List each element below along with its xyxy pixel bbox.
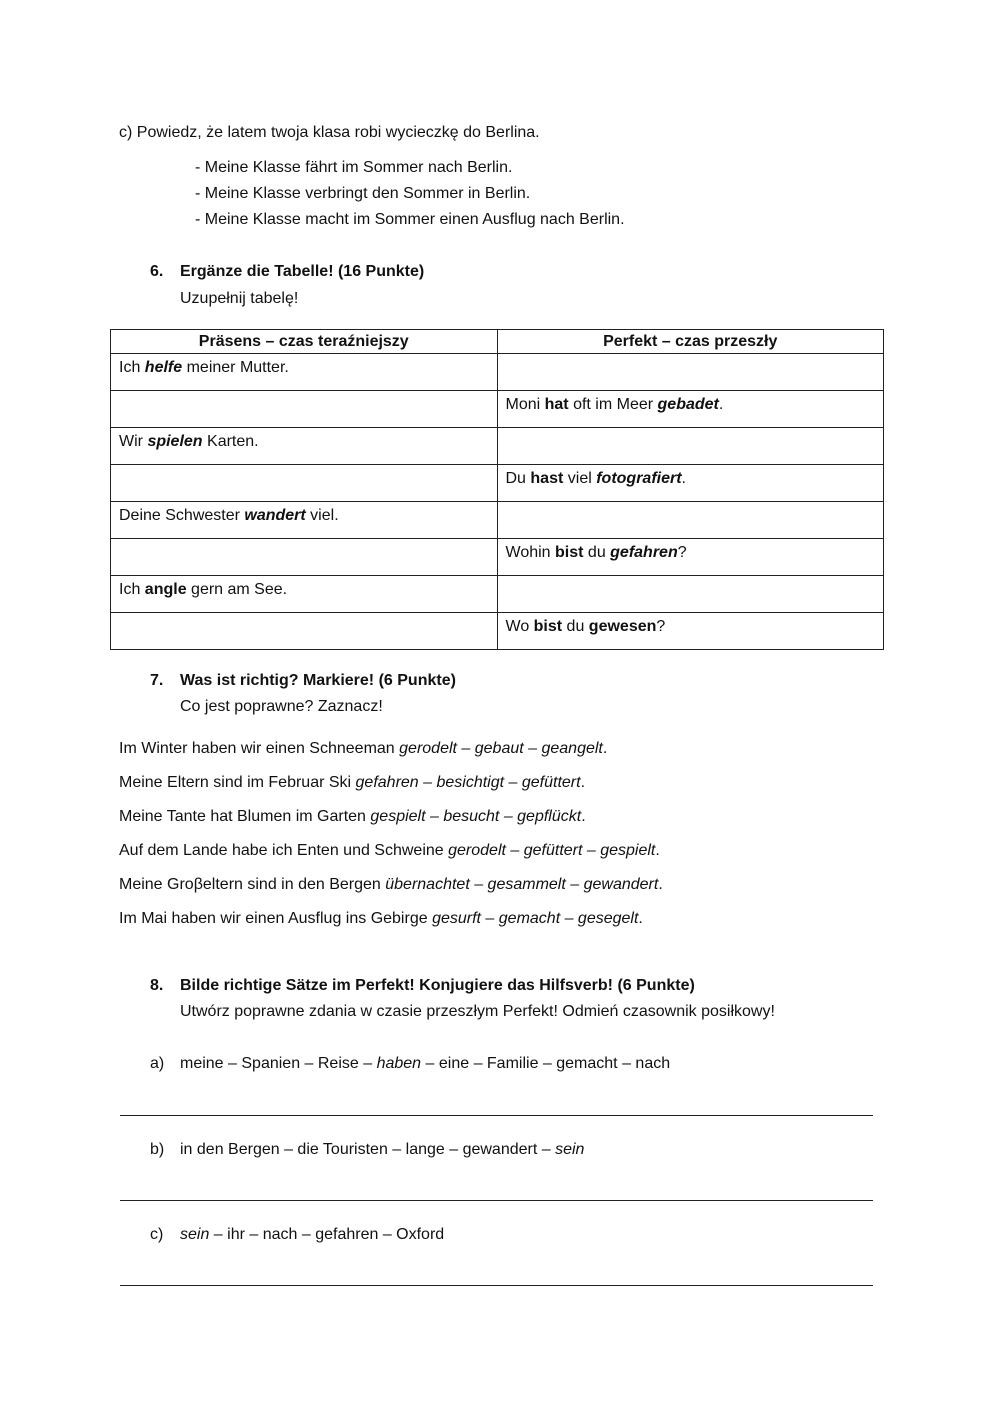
- perfekt-answer-cell[interactable]: [497, 354, 884, 391]
- verb-form: spielen: [147, 433, 203, 450]
- sentence-line: Meine Eltern sind im Februar Ski gefahren – besichtigt – gefüttert.: [119, 774, 586, 791]
- participle: fotografiert: [596, 470, 682, 487]
- table-row: [111, 613, 884, 650]
- task5c-option-1[interactable]: - Meine Klasse fährt im Sommer nach Berlin.: [195, 159, 513, 176]
- aux-verb: hat: [544, 396, 569, 413]
- task6-number: 6.: [150, 263, 164, 280]
- perfekt-cell: Du hast viel fotografiert.: [497, 465, 884, 502]
- item-label: c): [150, 1226, 164, 1243]
- perfekt-cell: Moni hat oft im Meer gebadet.: [497, 391, 884, 428]
- answer-choices[interactable]: gerodelt – gebaut – geangelt: [399, 740, 603, 757]
- answer-line-b[interactable]: [120, 1200, 873, 1201]
- answer-choices[interactable]: gerodelt – gefüttert – gespielt: [448, 842, 656, 859]
- task8-title: Bilde richtige Sätze im Perfekt! Konjugiere das Hilfsverb! (6 Punkte): [180, 977, 695, 994]
- table-row: [111, 576, 884, 613]
- table-row: [111, 539, 884, 576]
- item-label: a): [150, 1055, 165, 1072]
- task5c-prompt: c) Powiedz, że latem twoja klasa robi wycieczkę do Berlina.: [119, 124, 540, 141]
- praesens-answer-cell[interactable]: [111, 613, 498, 650]
- participle: gebadet: [657, 396, 719, 413]
- task7-heading: [150, 671, 456, 691]
- perfekt-cell: Wo bist du gewesen?: [497, 613, 884, 650]
- verb-form: helfe: [144, 359, 183, 376]
- aux-verb: bist: [533, 618, 563, 635]
- perfekt-answer-cell[interactable]: [497, 576, 884, 613]
- sentence-line: Meine Tante hat Blumen im Garten gespielt – besucht – gepflückt.: [119, 808, 586, 825]
- participle: gefahren: [610, 544, 678, 561]
- task8-number: 8.: [150, 977, 164, 994]
- task7-title: Was ist richtig? Markiere! (6 Punkte): [180, 672, 456, 689]
- praesens-cell: Ich helfe meiner Mutter.: [111, 354, 498, 391]
- praesens-answer-cell[interactable]: [111, 391, 498, 428]
- task5c-option-2[interactable]: - Meine Klasse verbringt den Sommer in Berlin.: [195, 185, 531, 202]
- participle: gewesen: [588, 618, 657, 635]
- table-row: [111, 391, 884, 428]
- conjugation-table: [110, 329, 884, 650]
- answer-choices[interactable]: gesurft – gemacht – gesegelt: [432, 910, 639, 927]
- task8-item-b: b) in den Bergen – die Touristen – lange – gewandert – sein: [150, 1141, 585, 1158]
- answer-choices[interactable]: gefahren – besichtigt – gefüttert: [355, 774, 581, 791]
- sentence-line: Meine Groβeltern sind in den Bergen übernachtet – gesammelt – gewandert.: [119, 876, 663, 893]
- table-row: [111, 465, 884, 502]
- task8-item-c: c) sein – ihr – nach – gefahren – Oxford: [150, 1226, 445, 1243]
- verb-form: wandert: [244, 507, 306, 524]
- perfekt-answer-cell[interactable]: [497, 502, 884, 539]
- praesens-cell: Wir spielen Karten.: [111, 428, 498, 465]
- task8-heading: [150, 976, 695, 996]
- verb-form: angle: [144, 581, 187, 598]
- task6-subtitle: Uzupełnij tabelę!: [180, 290, 299, 307]
- answer-line-c[interactable]: [120, 1285, 873, 1286]
- col-praesens-header: Präsens – czas teraźniejszy: [111, 330, 498, 354]
- table-row: [111, 354, 884, 391]
- task7-number: 7.: [150, 672, 164, 689]
- task8-subtitle: Utwórz poprawne zdania w czasie przeszłym Perfekt! Odmień czasownik posiłkowy!: [180, 1003, 775, 1020]
- answer-choices[interactable]: gespielt – besucht – gepflückt: [370, 808, 582, 825]
- table-row: [111, 428, 884, 465]
- praesens-cell: Deine Schwester wandert viel.: [111, 502, 498, 539]
- table-header-row: [111, 330, 884, 354]
- sentence-line: Im Mai haben wir einen Ausflug ins Gebirge gesurft – gemacht – gesegelt.: [119, 910, 643, 927]
- perfekt-answer-cell[interactable]: [497, 428, 884, 465]
- item-label: b): [150, 1141, 165, 1158]
- table-row: [111, 502, 884, 539]
- praesens-answer-cell[interactable]: [111, 465, 498, 502]
- praesens-answer-cell[interactable]: [111, 539, 498, 576]
- task8-item-a: a) meine – Spanien – Reise – haben – eine – Familie – gemacht – nach: [150, 1055, 671, 1072]
- task5c-option-3[interactable]: - Meine Klasse macht im Sommer einen Ausflug nach Berlin.: [195, 211, 625, 228]
- task7-subtitle: Co jest poprawne? Zaznacz!: [180, 698, 383, 715]
- answer-line-a[interactable]: [120, 1115, 873, 1116]
- answer-choices[interactable]: übernachtet – gesammelt – gewandert: [385, 876, 659, 893]
- aux-verb: hast: [530, 470, 564, 487]
- col-perfekt-header: Perfekt – czas przeszły: [497, 330, 884, 354]
- perfekt-cell: Wohin bist du gefahren?: [497, 539, 884, 576]
- sentence-line: Im Winter haben wir einen Schneeman gerodelt – gebaut – geangelt.: [119, 740, 608, 757]
- praesens-cell: Ich angle gern am See.: [111, 576, 498, 613]
- task6-heading: [150, 262, 424, 282]
- aux-verb: bist: [555, 544, 584, 561]
- sentence-line: Auf dem Lande habe ich Enten und Schweine gerodelt – gefüttert – gespielt.: [119, 842, 660, 859]
- task6-title: Ergänze die Tabelle! (16 Punkte): [180, 263, 425, 280]
